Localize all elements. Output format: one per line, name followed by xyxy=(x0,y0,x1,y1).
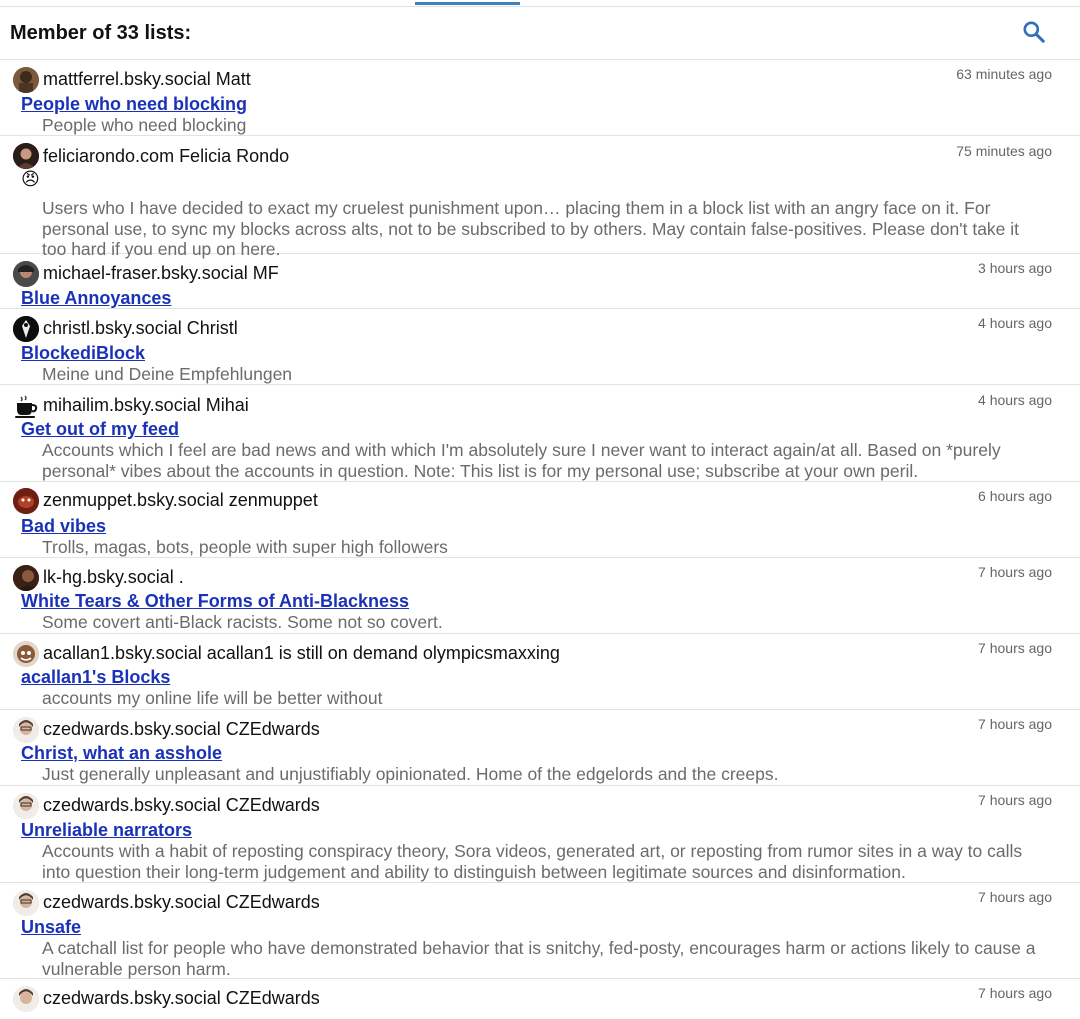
timestamp: 7 hours ago xyxy=(978,716,1052,732)
lists-header xyxy=(0,6,1080,60)
avatar[interactable] xyxy=(13,717,39,743)
list-item xyxy=(0,482,1080,558)
avatar[interactable] xyxy=(13,67,39,93)
list-item xyxy=(0,786,1080,883)
list-description: Accounts with a habit of reposting conspiracy theory, Sora videos, generated art, or reposting from rumor sites in a way to calls into question their long-term judgement and ability to distinguish between legitimate sources and disinformation. xyxy=(42,841,1023,882)
list-item xyxy=(0,60,1080,136)
avatar[interactable] xyxy=(13,890,39,916)
list-item xyxy=(0,136,1080,259)
list-description: Some covert anti-Black racists. Some not so covert. xyxy=(42,612,443,632)
list-author[interactable]: michael-fraser.bsky.social MF xyxy=(43,263,279,283)
list-description: Users who I have decided to exact my cruelest punishment upon… placing them in a block list with an angry face on it. For personal use, to sync my blocks across alts, not to be subscribed to by others. May contain false-positives. Please don't take it too hard if you end up on here. xyxy=(42,198,1020,259)
page-title: Member of 33 lists: xyxy=(10,22,192,44)
list-author[interactable]: czedwards.bsky.social CZEdwards xyxy=(43,719,320,739)
timestamp: 7 hours ago xyxy=(978,792,1052,808)
active-tab-indicator xyxy=(415,2,520,5)
membership-list xyxy=(0,60,1080,1019)
list-item xyxy=(0,309,1080,385)
list-description: Accounts which I feel are bad news and with which I'm absolutely sure I never want to interact again/at all. Based on *purely personal* vibes about the accounts in question. Note: This list is for my personal use; subscribe at your own peril. xyxy=(42,440,1001,481)
list-link[interactable]: Unreliable narrators xyxy=(21,820,193,840)
avatar[interactable] xyxy=(13,316,39,342)
list-description: Just generally unpleasant and unjustifiably opinionated. Home of the edgelords and the creeps. xyxy=(42,764,779,784)
list-author[interactable]: czedwards.bsky.social CZEdwards xyxy=(43,795,320,815)
timestamp: 3 hours ago xyxy=(978,260,1052,276)
list-author[interactable]: czedwards.bsky.social CZEdwards xyxy=(43,892,320,912)
list-description: accounts my online life will be better without xyxy=(42,688,383,708)
list-item xyxy=(0,634,1080,710)
list-author[interactable]: christl.bsky.social Christl xyxy=(43,318,238,338)
list-item xyxy=(0,385,1080,482)
list-description: People who need blocking xyxy=(42,115,247,135)
list-description: A catchall list for people who have demonstrated behavior that is snitchy, fed-posty, encourages harm or actions likely to cause a vulnerable person harm. xyxy=(42,938,1036,979)
avatar[interactable] xyxy=(13,793,39,819)
list-link[interactable]: Unsafe xyxy=(21,917,82,937)
avatar[interactable] xyxy=(13,261,39,287)
list-author[interactable]: zenmuppet.bsky.social zenmuppet xyxy=(43,490,318,510)
list-item xyxy=(0,710,1080,786)
coffee-cup-icon[interactable] xyxy=(13,393,39,419)
list-author[interactable]: acallan1.bsky.social acallan1 is still on demand olympicsmaxxing xyxy=(43,643,560,663)
search-icon[interactable] xyxy=(1021,19,1047,45)
timestamp: 6 hours ago xyxy=(978,488,1052,504)
list-link[interactable]: Christ, what an asshole xyxy=(21,743,223,763)
list-link[interactable]: White Tears & Other Forms of Anti-Blackness xyxy=(21,591,410,611)
list-description: Trolls, magas, bots, people with super high followers xyxy=(42,537,448,557)
list-link[interactable]: Bad vibes xyxy=(21,516,107,536)
list-item xyxy=(0,254,1080,309)
list-author[interactable]: mihailim.bsky.social Mihai xyxy=(43,395,249,415)
list-link[interactable]: People who need blocking xyxy=(21,94,248,114)
list-author[interactable]: czedwards.bsky.social CZEdwards xyxy=(43,988,320,1008)
timestamp: 63 minutes ago xyxy=(956,66,1052,82)
list-item xyxy=(0,558,1080,634)
timestamp: 4 hours ago xyxy=(978,315,1052,331)
timestamp: 7 hours ago xyxy=(978,564,1052,580)
timestamp: 7 hours ago xyxy=(978,985,1052,1001)
list-item xyxy=(0,979,1080,1019)
list-link[interactable]: Blue Annoyances xyxy=(21,288,172,308)
list-link[interactable]: BlockediBlock xyxy=(21,343,146,363)
timestamp: 7 hours ago xyxy=(978,640,1052,656)
timestamp: 75 minutes ago xyxy=(956,143,1052,159)
avatar[interactable] xyxy=(13,143,39,169)
timestamp: 7 hours ago xyxy=(978,889,1052,905)
avatar[interactable] xyxy=(13,565,39,591)
list-link[interactable]: acallan1's Blocks xyxy=(21,667,171,687)
timestamp: 4 hours ago xyxy=(978,392,1052,408)
avatar[interactable] xyxy=(13,641,39,667)
avatar[interactable] xyxy=(13,488,39,514)
list-description: Meine und Deine Empfehlungen xyxy=(42,364,293,384)
list-author[interactable]: lk-hg.bsky.social . xyxy=(43,567,184,587)
list-item xyxy=(0,883,1080,979)
angry-face-icon[interactable]: 😠 xyxy=(21,169,40,189)
list-author[interactable]: mattferrel.bsky.social Matt xyxy=(43,69,251,89)
list-author[interactable]: feliciarondo.com Felicia Rondo xyxy=(43,146,290,166)
list-link[interactable]: Get out of my feed xyxy=(21,419,180,439)
avatar[interactable] xyxy=(13,986,39,1012)
